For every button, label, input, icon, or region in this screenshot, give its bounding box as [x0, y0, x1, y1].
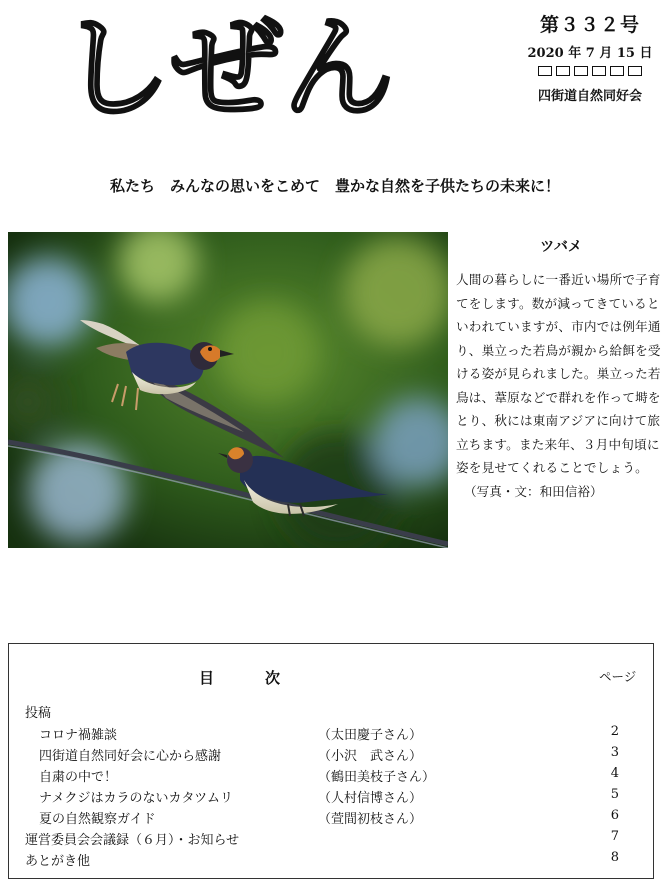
toc-row[interactable]	[25, 745, 633, 765]
swallow-photo	[8, 232, 448, 548]
toc-row-author: （小沢 武さん）	[318, 749, 423, 764]
toc-row-page: 5	[610, 787, 619, 802]
toc-row-page: 7	[610, 829, 619, 844]
toc-row-author: （太田慶子さん）	[318, 728, 423, 743]
toc-row-author: （萱間初枝さん）	[318, 812, 423, 827]
issue-number: 第３３２号	[539, 14, 640, 36]
toc-row-title: あとがき他	[25, 854, 91, 869]
toc-row-title: コロナ禍雑談	[39, 728, 118, 743]
square-icon	[574, 66, 588, 76]
square-icon	[592, 66, 606, 76]
toc-row[interactable]	[25, 808, 633, 828]
square-icon	[628, 66, 642, 76]
square-icon	[556, 66, 570, 76]
article	[456, 232, 666, 503]
toc-row-author: （人村信博さん）	[318, 791, 423, 806]
square-icon	[538, 66, 552, 76]
newsletter-title-text: しぜん	[59, 8, 395, 120]
toc-row-author: （鶴田美枝子さん）	[318, 770, 436, 785]
toc-row-page: 3	[610, 745, 619, 760]
toc-row-title: ナメクジはカラのないカタツムリ	[39, 791, 233, 806]
decorative-squares	[515, 66, 665, 80]
square-icon	[610, 66, 624, 76]
toc-page-label: ページ	[599, 669, 637, 684]
toc-row[interactable]	[25, 766, 633, 786]
article-title: ツバメ	[540, 239, 582, 255]
article-body: 人間の暮らしに一番近い場所で子育てをします。数が減ってきているといわれていますが、市内では例年通り、巣立った若鳥が親から給餌を受ける姿が見られました。巣立った若鳥は、葦原などで群れを作って塒をとり、秋には東南アジアに向けて旅立ちます。また来年、３月中旬頃に姿を見せてくれることでしょう。	[456, 272, 661, 475]
toc-heading: 目 次	[199, 669, 299, 687]
toc-row[interactable]	[25, 850, 633, 870]
toc-row-title: 夏の自然観察ガイド	[39, 812, 156, 827]
toc-row[interactable]	[25, 829, 633, 849]
toc-row-title: 四街道自然同好会に心から感謝	[39, 749, 222, 764]
toc-row-page: 8	[610, 850, 619, 865]
issue-info	[515, 10, 665, 104]
table-of-contents	[8, 643, 654, 879]
toc-row-page: 6	[610, 808, 619, 823]
toc-section-label: 投稿	[25, 706, 52, 721]
article-credit: （写真・文：和田信裕）	[464, 483, 603, 499]
toc-row-title: 自粛の中で！	[39, 770, 118, 785]
toc-row[interactable]	[25, 724, 633, 744]
toc-row-title: 運営委員会会議録（６月）・お知らせ	[25, 833, 240, 848]
slogan: 私たち みんなの思いをこめて 豊かな自然を子供たちの未来に！	[109, 177, 560, 195]
toc-row-page: 2	[610, 724, 619, 739]
organization-name: 四街道自然同好会	[537, 89, 642, 104]
newsletter-title	[55, 8, 400, 120]
toc-row[interactable]	[25, 787, 633, 807]
issue-date: 2020 年 7 月 15 日	[527, 46, 653, 61]
toc-row-page: 4	[610, 766, 619, 781]
